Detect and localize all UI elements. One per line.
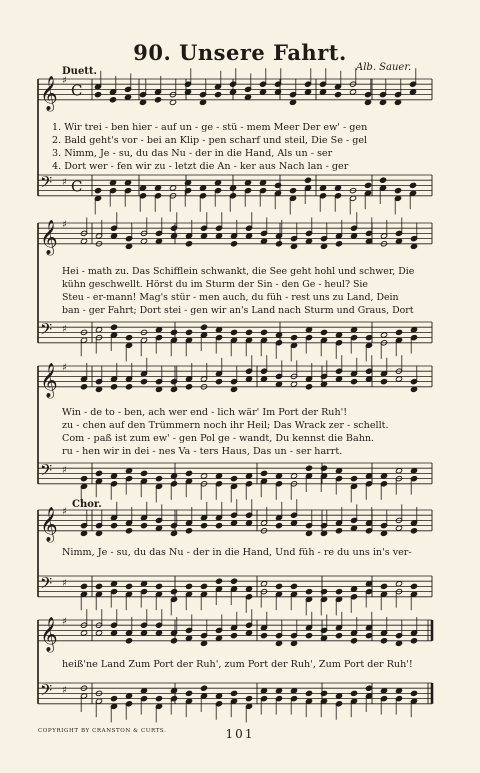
- note-head: [245, 696, 252, 702]
- note-head: [80, 384, 87, 390]
- note-head: [214, 92, 221, 98]
- note-head: [260, 376, 267, 382]
- lyrics-system-3: [62, 406, 389, 458]
- lyric-line: ru - hen wir in dei - nes Va - ters Haus, Das un - ser harrt.: [62, 446, 343, 457]
- note-head: [289, 188, 296, 194]
- note-head: [290, 335, 297, 341]
- note-head: [95, 327, 102, 333]
- note-head: [244, 180, 251, 186]
- note-head: [214, 180, 221, 186]
- note-head: [365, 685, 372, 691]
- note-head: [80, 530, 87, 536]
- note-head: [125, 335, 132, 341]
- note-head: [230, 476, 237, 482]
- treble-clef-icon: 𝄞: [40, 506, 58, 542]
- lyric-line: heiß'ne Land Zum Port der Ruh', zum Port der Ruh', Zum Port der Ruh'!: [62, 659, 413, 670]
- note-head: [109, 97, 116, 103]
- note-head: [170, 329, 177, 335]
- note-head: [380, 332, 387, 338]
- note-head: [95, 583, 102, 589]
- treble-clef-icon: 𝄞: [40, 362, 58, 398]
- note-head: [170, 638, 177, 644]
- note-head: [139, 185, 146, 191]
- note-head: [335, 468, 342, 474]
- key-sharp-icon: ♯: [62, 684, 67, 696]
- key-sharp-icon: ♯: [62, 323, 67, 335]
- note-head: [335, 633, 342, 639]
- note-head: [275, 381, 282, 387]
- note-head: [185, 241, 192, 247]
- note-head: [305, 465, 312, 471]
- note-head: [215, 693, 222, 699]
- note-head: [170, 530, 177, 536]
- hymn-title: 90. Unsere Fahrt.: [133, 40, 347, 65]
- note-head: [110, 473, 117, 479]
- note-head: [125, 468, 132, 474]
- bass-clef-icon: 𝄢: [40, 574, 53, 597]
- note-head: [350, 476, 357, 482]
- note-head: [320, 381, 327, 387]
- lyric-line: 4. Dort wer - fen wir zu - letzt die An - ker aus Nach lan - ger: [52, 161, 349, 172]
- note-head: [364, 182, 371, 188]
- note-head: [200, 473, 207, 479]
- note-head: [140, 470, 147, 476]
- note-head: [395, 525, 402, 531]
- note-head: [230, 690, 237, 696]
- key-sharp-icon: ♯: [62, 219, 67, 231]
- common-time-icon: C: [71, 81, 83, 100]
- note-head: [124, 94, 131, 100]
- note-head: [319, 89, 326, 95]
- note-head: [229, 89, 236, 95]
- note-head: [184, 180, 191, 186]
- note-head: [110, 696, 117, 702]
- note-head: [215, 635, 222, 641]
- note-head: [245, 376, 252, 382]
- note-head: [184, 89, 191, 95]
- note-head: [320, 465, 327, 471]
- note-head: [320, 329, 327, 335]
- note-head: [304, 177, 311, 183]
- note-head: [320, 243, 327, 249]
- note-head: [245, 630, 252, 636]
- key-sharp-icon: ♯: [62, 577, 67, 589]
- lyric-line: 2. Bald geht's vor - bei an Klip - pen scharf und steil, Die Se - gel: [52, 135, 368, 146]
- lyric-line: ban - ger Fahrt; Dort stei - gen wir an's Land nach Sturm und Graus, Dort: [62, 305, 414, 316]
- note-head: [305, 327, 312, 333]
- lyric-line: Win - de to - ben, ach wer end - lich wär' Im Port der Ruh'!: [62, 407, 348, 418]
- treble-clef-icon: 𝄞: [40, 219, 58, 255]
- note-head: [170, 688, 177, 694]
- note-head: [155, 630, 162, 636]
- note-head: [215, 379, 222, 385]
- note-head: [110, 523, 117, 529]
- note-head: [380, 530, 387, 536]
- note-head: [230, 241, 237, 247]
- note-head: [125, 243, 132, 249]
- note-head: [335, 241, 342, 247]
- treble-clef-icon: 𝄞: [40, 616, 58, 652]
- note-head: [410, 528, 417, 534]
- bass-clef-icon: 𝄢: [40, 320, 53, 343]
- note-head: [110, 384, 117, 390]
- note-head: [199, 99, 206, 105]
- note-head: [350, 586, 357, 592]
- lyrics-system-2: [62, 265, 414, 317]
- note-head: [230, 386, 237, 392]
- note-head: [335, 332, 342, 338]
- note-head: [320, 530, 327, 536]
- note-head: [169, 185, 176, 191]
- note-head: [94, 188, 101, 194]
- note-head: [260, 238, 267, 244]
- note-head: [334, 185, 341, 191]
- note-head: [274, 89, 281, 95]
- note-head: [245, 586, 252, 592]
- note-head: [305, 589, 312, 595]
- copyright-notice: COPYRIGHT BY CRANSTON & CURTS.: [38, 728, 167, 734]
- note-head: [140, 238, 147, 244]
- note-head: [289, 99, 296, 105]
- note-head: [140, 523, 147, 529]
- note-head: [185, 635, 192, 641]
- note-head: [95, 470, 102, 476]
- note-head: [320, 635, 327, 641]
- note-head: [275, 332, 282, 338]
- note-head: [290, 688, 297, 694]
- lyrics-system-1: [52, 121, 367, 173]
- note-head: [335, 693, 342, 699]
- note-head: [200, 583, 207, 589]
- note-head: [409, 89, 416, 95]
- note-head: [410, 468, 417, 474]
- note-head: [290, 473, 297, 479]
- note-head: [185, 690, 192, 696]
- note-head: [335, 528, 342, 534]
- note-head: [169, 99, 176, 105]
- note-head: [229, 185, 236, 191]
- note-head: [380, 583, 387, 589]
- note-head: [185, 329, 192, 335]
- note-head: [395, 329, 402, 335]
- note-head: [155, 525, 162, 531]
- lyric-line: zu - chen auf den Trümmern noch ihr Heil; Das Wrack zer - schellt.: [62, 420, 389, 431]
- note-head: [380, 473, 387, 479]
- note-head: [140, 630, 147, 636]
- note-head: [200, 685, 207, 691]
- note-head: [80, 476, 87, 482]
- note-head: [365, 581, 372, 587]
- note-head: [155, 327, 162, 333]
- note-head: [275, 473, 282, 479]
- note-head: [410, 690, 417, 696]
- note-head: [290, 583, 297, 589]
- note-head: [290, 640, 297, 646]
- note-head: [365, 376, 372, 382]
- note-head: [170, 473, 177, 479]
- note-head: [275, 523, 282, 529]
- note-head: [185, 384, 192, 390]
- note-head: [185, 528, 192, 534]
- note-head: [215, 327, 222, 333]
- note-head: [170, 589, 177, 595]
- note-head: [109, 180, 116, 186]
- note-head: [110, 630, 117, 636]
- note-head: [215, 578, 222, 584]
- note-head: [80, 630, 87, 636]
- note-head: [140, 688, 147, 694]
- note-head: [185, 583, 192, 589]
- note-head: [245, 520, 252, 526]
- lyric-line: Nimm, Je - su, du das Nu - der in die Hand, Und füh - re du uns in's ver-: [62, 547, 412, 558]
- note-head: [245, 329, 252, 335]
- note-head: [394, 99, 401, 105]
- bass-clef-icon: 𝄢: [40, 173, 53, 196]
- note-head: [230, 520, 237, 526]
- note-head: [410, 583, 417, 589]
- note-head: [334, 92, 341, 98]
- note-head: [350, 638, 357, 644]
- note-head: [125, 583, 132, 589]
- section-label-duet: Duett.: [62, 66, 98, 77]
- note-head: [200, 640, 207, 646]
- note-head: [380, 638, 387, 644]
- note-head: [380, 379, 387, 385]
- note-head: [185, 470, 192, 476]
- note-head: [154, 185, 161, 191]
- note-head: [349, 89, 356, 95]
- note-head: [365, 528, 372, 534]
- note-head: [275, 688, 282, 694]
- note-head: [320, 589, 327, 595]
- common-time-icon: C: [71, 177, 83, 196]
- note-head: [200, 233, 207, 239]
- lyric-line: 3. Nimm, Je - su, du das Nu - der in die Hand, Als un - ser: [52, 148, 333, 159]
- note-head: [230, 633, 237, 639]
- note-head: [410, 386, 417, 392]
- note-head: [275, 583, 282, 589]
- note-head: [95, 530, 102, 536]
- note-head: [365, 633, 372, 639]
- note-head: [379, 99, 386, 105]
- page-number: 101: [225, 727, 255, 741]
- note-head: [140, 379, 147, 385]
- note-head: [395, 238, 402, 244]
- note-head: [154, 97, 161, 103]
- note-head: [364, 99, 371, 105]
- note-head: [140, 581, 147, 587]
- key-sharp-icon: ♯: [62, 506, 67, 518]
- note-head: [259, 180, 266, 186]
- key-sharp-icon: ♯: [62, 616, 67, 628]
- note-head: [350, 379, 357, 385]
- treble-clef-icon: 𝄞: [40, 75, 58, 111]
- note-head: [409, 182, 416, 188]
- note-head: [155, 386, 162, 392]
- note-head: [124, 180, 131, 186]
- note-head: [394, 188, 401, 194]
- note-head: [350, 525, 357, 531]
- note-head: [110, 233, 117, 239]
- lyrics-system-4: [62, 546, 412, 559]
- lyric-line: Com - paß ist zum ew' - gen Pol ge - wandt, Du kennst die Bahn.: [62, 433, 375, 444]
- note-head: [110, 324, 117, 330]
- note-head: [380, 688, 387, 694]
- note-head: [305, 384, 312, 390]
- note-head: [320, 690, 327, 696]
- note-head: [125, 384, 132, 390]
- note-head: [110, 581, 117, 587]
- note-head: [275, 241, 282, 247]
- note-head: [125, 693, 132, 699]
- note-head: [170, 386, 177, 392]
- note-head: [230, 329, 237, 335]
- note-head: [125, 528, 132, 534]
- note-head: [200, 324, 207, 330]
- note-head: [365, 238, 372, 244]
- note-head: [290, 520, 297, 526]
- note-head: [290, 381, 297, 387]
- note-head: [410, 638, 417, 644]
- note-head: [199, 185, 206, 191]
- note-head: [275, 640, 282, 646]
- note-head: [260, 581, 267, 587]
- note-head: [319, 185, 326, 191]
- note-head: [80, 238, 87, 244]
- key-sharp-icon: ♯: [62, 75, 67, 87]
- note-head: [215, 233, 222, 239]
- note-head: [260, 329, 267, 335]
- note-head: [244, 94, 251, 100]
- note-head: [305, 530, 312, 536]
- note-head: [94, 92, 101, 98]
- note-head: [379, 177, 386, 183]
- note-head: [230, 578, 237, 584]
- note-head: [215, 473, 222, 479]
- key-sharp-icon: ♯: [62, 464, 67, 476]
- note-head: [125, 638, 132, 644]
- lyric-line: 1. Wir trei - ben hier - auf un - ge - stü - mem Meer Der ew' - gen: [52, 122, 368, 133]
- note-head: [245, 473, 252, 479]
- lyric-line: kühn geschwellt. Hörst du im Sturm der Sin - den Ge - heul? Sie: [62, 279, 368, 290]
- note-head: [260, 688, 267, 694]
- key-sharp-icon: ♯: [62, 362, 67, 374]
- note-head: [80, 583, 87, 589]
- bass-clef-icon: 𝄢: [40, 681, 53, 704]
- note-head: [95, 386, 102, 392]
- bass-clef-icon: 𝄢: [40, 461, 53, 484]
- note-head: [139, 99, 146, 105]
- note-head: [155, 583, 162, 589]
- note-head: [395, 640, 402, 646]
- note-head: [215, 523, 222, 529]
- note-head: [200, 523, 207, 529]
- note-head: [290, 243, 297, 249]
- note-head: [260, 470, 267, 476]
- note-head: [305, 238, 312, 244]
- note-head: [245, 233, 252, 239]
- note-head: [155, 238, 162, 244]
- note-head: [410, 327, 417, 333]
- note-head: [410, 243, 417, 249]
- note-head: [259, 89, 266, 95]
- composer-credit: Alb. Sauer.: [356, 62, 412, 73]
- note-head: [260, 633, 267, 639]
- note-head: [350, 327, 357, 333]
- note-head: [395, 581, 402, 587]
- note-head: [395, 688, 402, 694]
- note-head: [365, 335, 372, 341]
- note-head: [350, 690, 357, 696]
- note-head: [365, 473, 372, 479]
- note-head: [95, 630, 102, 636]
- note-head: [335, 376, 342, 382]
- note-head: [170, 233, 177, 239]
- note-head: [350, 233, 357, 239]
- note-head: [305, 633, 312, 639]
- note-head: [395, 376, 402, 382]
- lyric-line: Hei - math zu. Das Schifflein schwankt, die See geht hohl und schwer, Die: [62, 266, 415, 277]
- key-sharp-icon: ♯: [62, 176, 67, 188]
- note-head: [274, 182, 281, 188]
- note-head: [155, 696, 162, 702]
- note-head: [305, 690, 312, 696]
- note-head: [155, 476, 162, 482]
- note-head: [335, 589, 342, 595]
- lyrics-system-5: [62, 658, 413, 671]
- note-head: [304, 89, 311, 95]
- note-head: [395, 468, 402, 474]
- section-label-chorus: Chor.: [72, 499, 102, 510]
- lyric-line: Steu - er-mann! Mag's stür - men auch, du füh - rest uns zu Land, Dein: [62, 292, 399, 303]
